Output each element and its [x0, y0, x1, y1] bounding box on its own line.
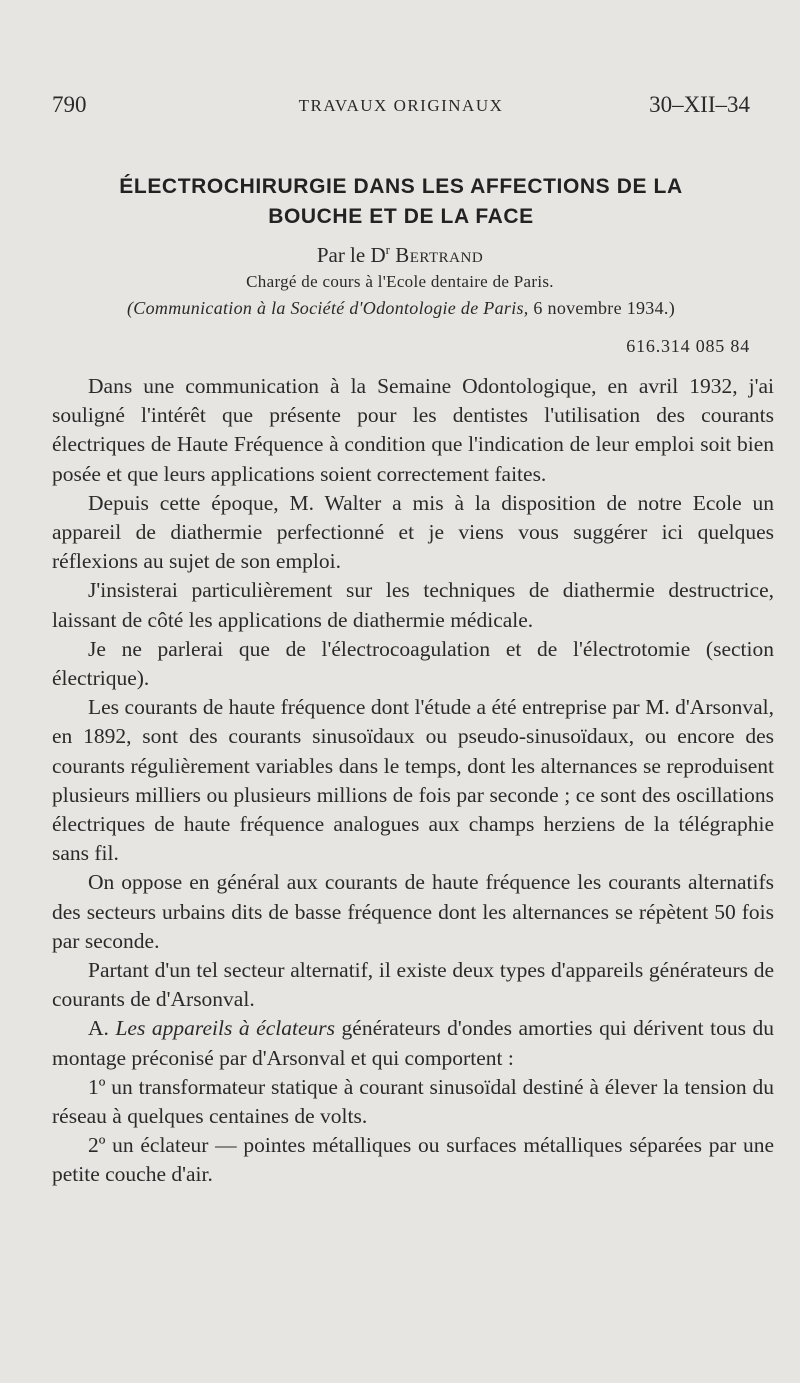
affiliation: Chargé de cours à l'Ecole dentaire de Paris.: [246, 272, 554, 291]
paragraph-6: On oppose en général aux courants de haute fréquence les courants alternatifs des secteurs urbains dits de basse fréquence dont les alternances se répètent 50 fois par seconde.: [52, 870, 774, 953]
author-line: [0, 242, 800, 268]
running-header: [52, 92, 750, 122]
paragraph-4: Je ne parlerai que de l'électrocoagulation et de l'électrotomie (section électrique).: [52, 636, 774, 691]
paragraph-a-text: générateurs d'ondes amorties qui dérivent tous du montage préconisé par d'Arsonval et qui comportent :: [52, 1016, 775, 1070]
author-sup: r: [385, 242, 390, 257]
title-line-1: ÉLECTROCHIRURGIE DANS LES AFFECTIONS DE LA: [119, 175, 683, 198]
communication-text: (Communication à la Société d'Odontologie de Paris,: [127, 298, 529, 318]
author-prefix: Par le D: [316, 243, 386, 267]
communication-note: [52, 298, 750, 319]
article-title: [52, 172, 750, 232]
paragraph-a-italic: Les appareils à éclateurs: [115, 1016, 335, 1041]
title-line-2: BOUCHE ET DE LA FACE: [268, 205, 534, 228]
issue-date: 30–XII–34: [649, 92, 750, 117]
paragraph-7: Partant d'un tel secteur alternatif, il existe deux types d'appareils générateurs de courants de d'Arsonval.: [52, 958, 774, 1012]
communication-date: 6 novembre 1934.): [533, 298, 675, 318]
paragraph-a: [52, 1014, 774, 1072]
paragraph-1: Dans une communication à la Semaine Odontologique, en avril 1932, j'ai souligné l'intérêt que présente pour les dentistes l'utilisation des courants électriques de Haute Fréquence à condition que l'indication de leur emploi soit bien posée et que leurs applications soient correctement faites.: [52, 374, 774, 486]
page-number: 790: [52, 92, 87, 117]
paragraph-5: Les courants de haute fréquence dont l'étude a été entreprise par M. d'Arsonval, en 1892, sont des courants sinusoïdaux ou pseudo-sinusoïdaux, ou encore des courants régulièrement variables dans le temps, dont les alternances se reproduisent plusieurs milliers ou plusieurs millions de fois par seconde ; ce sont des oscillations électriques de haute fréquence analogues aux champs herziens de la télégraphie sans fil.: [52, 695, 774, 866]
paragraph-2: Depuis cette époque, M. Walter a mis à la disposition de notre Ecole un appareil de diathermie perfectionné et je viens vous suggérer ici quelques réflexions au sujet de son emploi.: [52, 490, 774, 574]
author-name: Bertrand: [395, 243, 484, 267]
paragraph-3: J'insisterai particulièrement sur les techniques de diathermie destructrice, laissant de côté les applications de diathermie médicale.: [52, 578, 774, 632]
list-item-1: 1º un transformateur statique à courant sinusoïdal destiné à élever la tension du réseau à quelques centaines de volts.: [52, 1074, 774, 1129]
list-item-2: 2º un éclateur — pointes métalliques ou surfaces métalliques séparées par une petite couche d'air.: [52, 1133, 774, 1187]
classification-number: 616.314 085 84: [626, 336, 750, 356]
paragraph-a-label: A.: [88, 1016, 109, 1041]
article-body: [52, 372, 774, 1190]
running-title: TRAVAUX ORIGINAUX: [298, 96, 504, 115]
